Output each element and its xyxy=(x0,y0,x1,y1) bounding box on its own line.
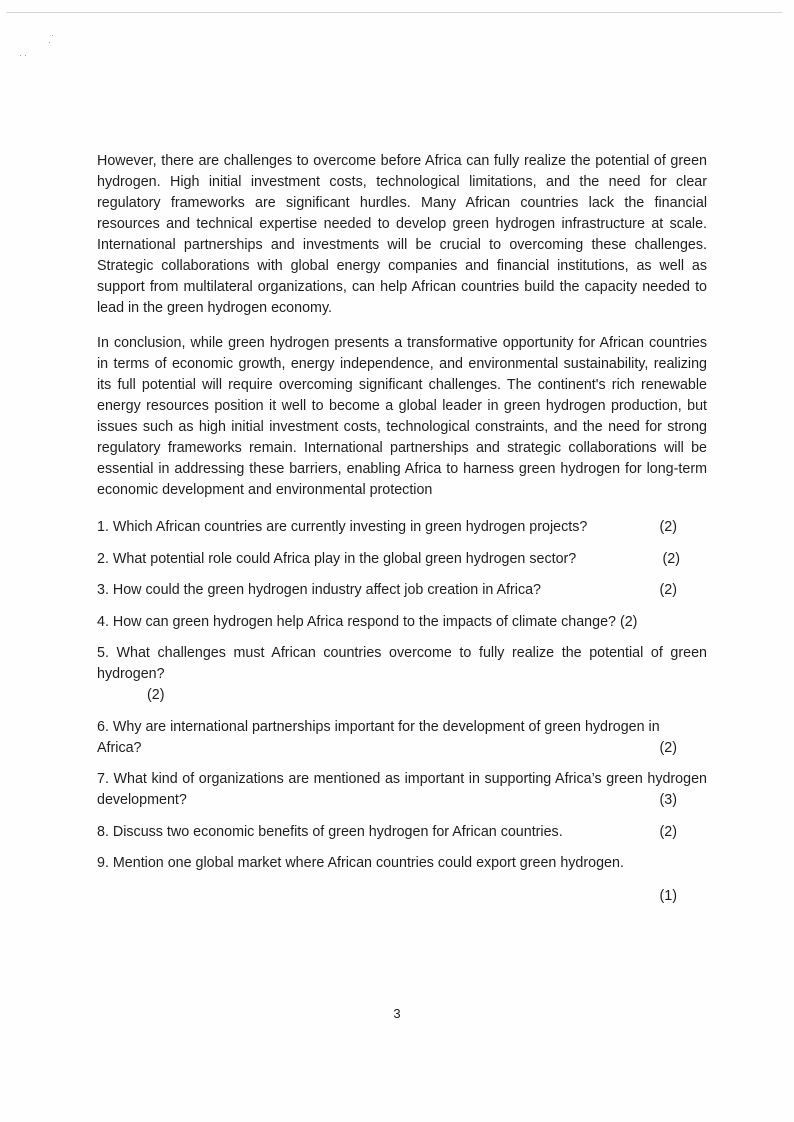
question-3 xyxy=(97,580,707,601)
question-marks: (3) xyxy=(659,792,677,808)
question-text: 4. How can green hydrogen help Africa respond to the impacts of climate change? xyxy=(97,613,616,630)
question-text: 3. How could the green hydrogen industry affect job creation in Africa? xyxy=(97,582,541,598)
paragraph-conclusion: In conclusion, while green hydrogen presents a transformative opportunity for African countries in terms of economic growth, energy independence, and environmental sustainability, realizing its full potential will require overcoming significant challenges. The continent's rich renewable energy resources position it well to become a global leader in green hydrogen production, but issues such as high initial investment costs, technological constraints, and the need for strong regulatory frameworks remain. International partnerships and strategic collaborations will be essential in addressing these barriers, enabling Africa to harness green hydrogen for long-term economic development and environmental protection xyxy=(97,335,707,498)
scan-speck xyxy=(20,55,21,56)
question-text: 1. Which African countries are currently investing in green hydrogen projects? xyxy=(97,519,588,535)
scan-speck xyxy=(49,42,50,43)
question-marks: (2) xyxy=(659,519,677,535)
document-body xyxy=(97,151,707,918)
question-marks: (2) xyxy=(659,823,677,840)
question-marks: (2) xyxy=(662,550,680,567)
paragraph-challenges: However, there are challenges to overcome before Africa can fully realize the potential of green hydrogen. High initial investment costs, technological limitations, and the need for clear regulatory frameworks are significant hurdles. Many African countries lack the financial resources and technical expertise needed to develop green hydrogen infrastructure at scale. International partnerships and investments will be crucial to overcoming these challenges. Strategic collaborations with global energy companies and financial institutions, as well as support from multilateral organizations, can help African countries build the capacity needed to lead in the green hydrogen economy. xyxy=(97,153,707,316)
question-marks: (1) xyxy=(659,888,677,904)
question-5 xyxy=(97,643,707,706)
question-1 xyxy=(97,517,707,538)
question-marks: (2) xyxy=(147,687,165,703)
question-7 xyxy=(97,769,707,811)
question-text: 6. Why are international partnerships important for the development of green hydrogen in Africa? xyxy=(97,718,660,756)
question-marks: (2) xyxy=(659,582,677,598)
question-text: 9. Mention one global market where African countries could export green hydrogen. xyxy=(97,855,624,871)
scan-speck xyxy=(25,55,26,56)
question-2 xyxy=(97,549,707,570)
question-9 xyxy=(97,853,707,907)
question-text: 7. What kind of organizations are mentioned as important in supporting Africa’s green hydrogen development? xyxy=(97,771,707,808)
scan-speck xyxy=(52,35,53,36)
scan-edge-line xyxy=(6,12,782,13)
question-text: 5. What challenges must African countries overcome to fully realize the potential of green hydrogen? xyxy=(97,645,707,682)
question-marks: (2) xyxy=(659,739,677,756)
page-number: 3 xyxy=(393,1006,401,1021)
question-8 xyxy=(97,822,707,843)
question-6 xyxy=(97,717,707,759)
question-marks: (2) xyxy=(619,613,638,630)
question-4 xyxy=(97,612,707,633)
question-text: 2. What potential role could Africa play in the global green hydrogen sector? xyxy=(97,550,577,567)
question-text: 8. Discuss two economic benefits of green hydrogen for African countries. xyxy=(97,823,563,840)
